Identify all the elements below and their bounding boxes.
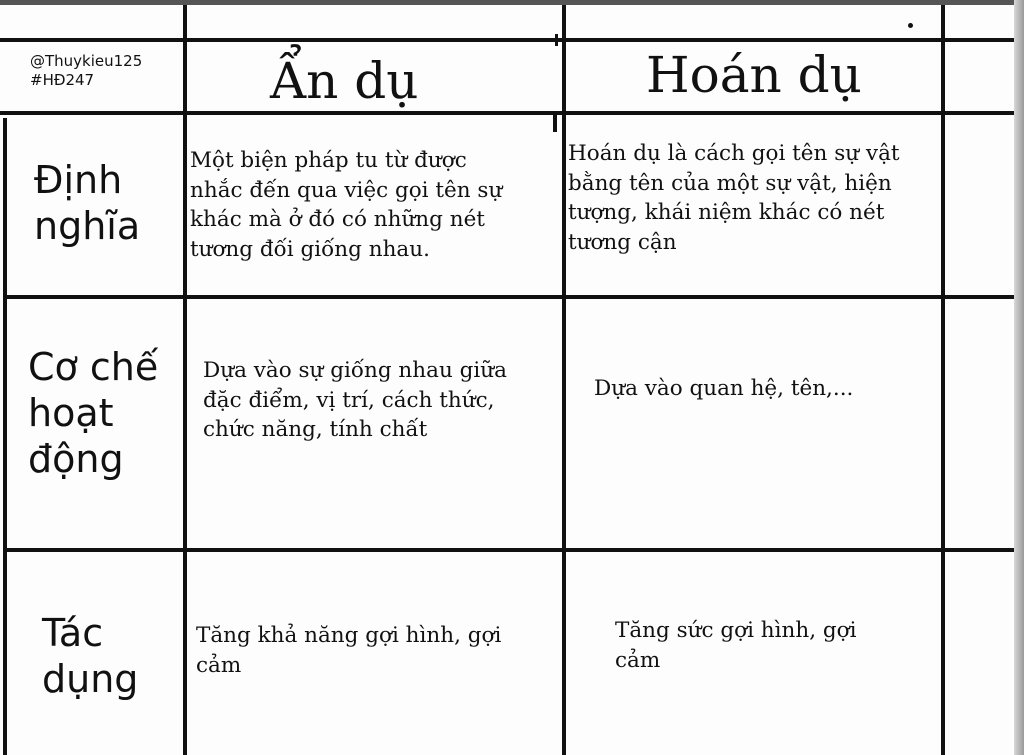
grid-line-v0 — [3, 118, 7, 755]
cell-hoan-du-definition: Hoán dụ là cách gọi tên sự vật bằng tên của một sự vật, hiện tượng, khái niệm khác có nét tương cận — [568, 141, 900, 255]
grid-line-h4 — [5, 548, 1014, 552]
cell-an-du-effect: Tăng khả năng gợi hình, gợi cảm — [196, 623, 502, 678]
grid-line-v2-tick — [555, 34, 558, 46]
header-hoan-du: Hoán dụ — [646, 46, 862, 104]
row-label-mechanism: Cơ chế hoạt động — [28, 345, 159, 481]
grid-line-h2 — [0, 111, 1014, 115]
grid-line-h3 — [5, 295, 1014, 299]
row-label-definition: Định nghĩa — [34, 158, 141, 248]
grid-line-v2 — [562, 5, 566, 755]
cell-an-du-mechanism: Dựa vào sự giống nhau giữa đặc điểm, vị trí, cách thức, chức năng, tính chất — [203, 358, 507, 442]
header-an-du: Ẩn dụ — [270, 52, 419, 110]
cell-an-du-definition: Một biện pháp tu từ được nhắc đến qua việc gọi tên sự khác mà ở đó có những nét tương đối giống nhau. — [190, 148, 503, 262]
credit-tag: #HĐ247 — [30, 71, 95, 89]
top-border — [0, 0, 1024, 5]
right-page-edge — [1014, 0, 1024, 755]
grid-line-v1 — [183, 5, 187, 755]
cell-hoan-du-effect: Tăng sức gợi hình, gợi cảm — [615, 618, 857, 673]
row-label-effect: Tác dụng — [42, 611, 139, 701]
cell-hoan-du-mechanism: Dựa vào quan hệ, tên,... — [594, 376, 854, 401]
grid-line-v2-mark — [553, 112, 557, 132]
grid-line-v3 — [941, 5, 945, 755]
credit-user: @Thuykieu125 — [30, 52, 143, 70]
stray-dot — [908, 23, 913, 28]
grid-line-h1 — [0, 38, 1014, 42]
